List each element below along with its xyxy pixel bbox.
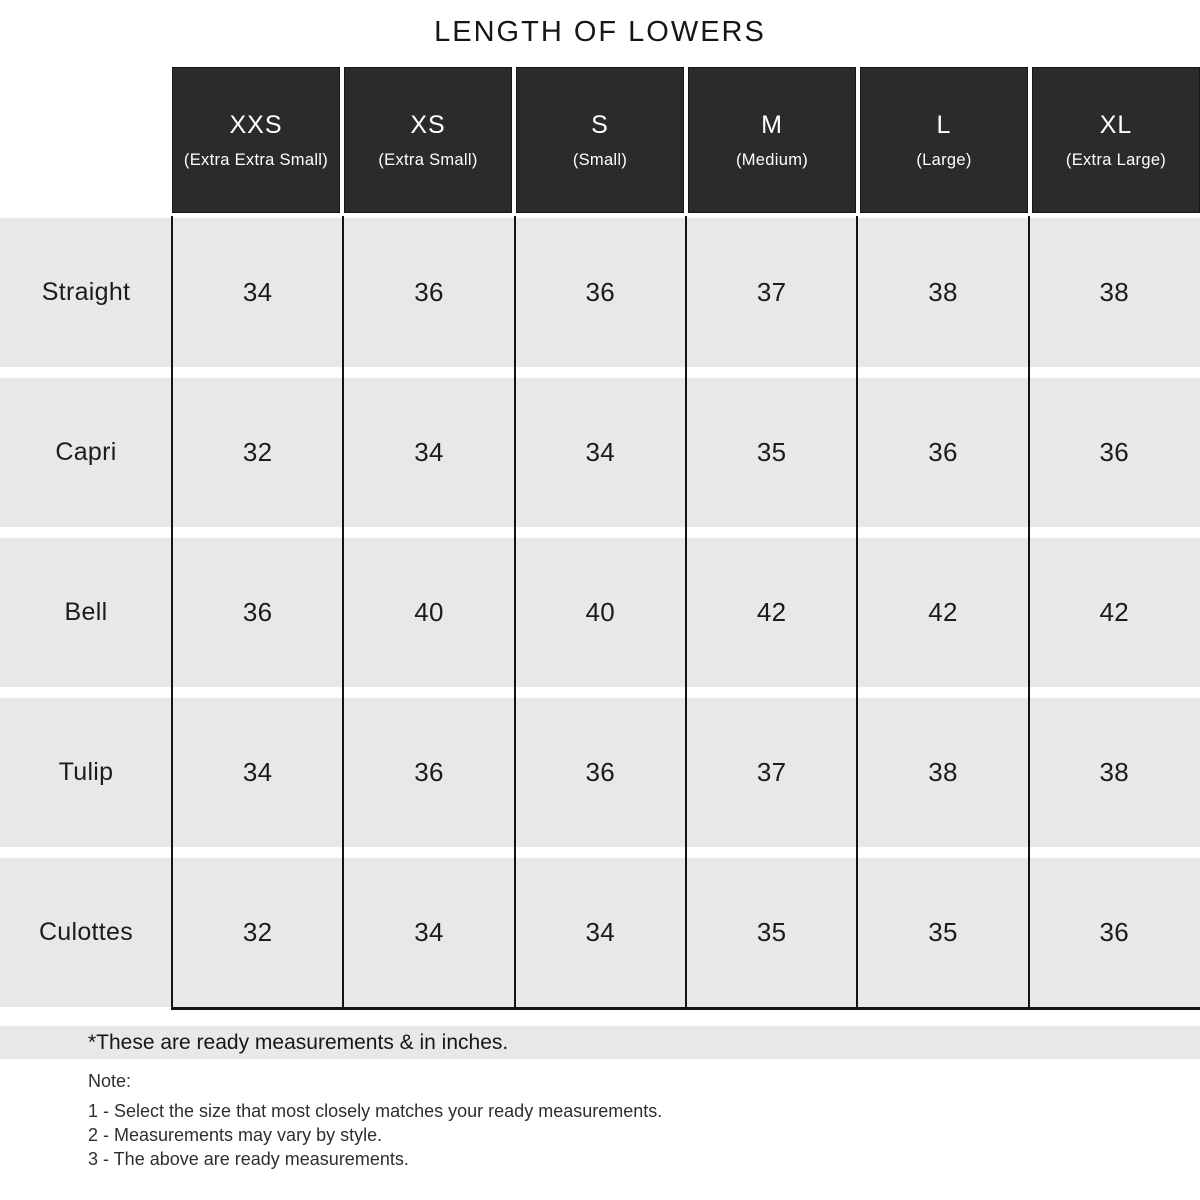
notes-list xyxy=(88,1099,1160,1171)
size-full-name: (Extra Extra Small) xyxy=(183,150,329,169)
table-bottom-border xyxy=(172,1007,1200,1010)
row-label: Culottes xyxy=(38,918,134,946)
measurement-cell: 36 xyxy=(1099,437,1130,467)
measurement-cell: 38 xyxy=(1099,757,1130,787)
measurement-cell: 34 xyxy=(414,437,444,467)
measurement-cell: 38 xyxy=(928,277,958,307)
table-row-straight xyxy=(0,218,1200,367)
column-rule xyxy=(685,216,687,1010)
size-code: M xyxy=(761,110,783,139)
column-rule xyxy=(514,216,516,1010)
measurement-cell: 42 xyxy=(756,597,787,627)
table-row-tulip xyxy=(0,698,1200,847)
measurement-cell: 35 xyxy=(928,917,958,947)
column-header-xl xyxy=(1032,67,1200,213)
measurement-cell: 36 xyxy=(414,277,444,307)
column-header-m xyxy=(688,67,856,213)
measurement-cell: 34 xyxy=(242,757,273,787)
size-code: XL xyxy=(1099,110,1133,139)
table-row-culottes xyxy=(0,858,1200,1007)
measurement-cell: 34 xyxy=(414,917,444,947)
column-rule xyxy=(171,216,173,1010)
size-code: XS xyxy=(410,110,446,139)
size-full-name: (Small) xyxy=(572,150,628,169)
column-header-s xyxy=(516,67,684,213)
measurement-cell: 36 xyxy=(414,757,444,787)
size-code: XXS xyxy=(229,110,283,139)
note-item: 3 - The above are ready measurements. xyxy=(88,1149,409,1169)
page-title: LENGTH OF LOWERS xyxy=(434,16,766,48)
measurement-cell: 38 xyxy=(928,757,958,787)
size-full-name: (Extra Small) xyxy=(378,150,478,169)
note-item: 2 - Measurements may vary by style. xyxy=(88,1125,383,1145)
note-item: 1 - Select the size that most closely matches your ready measurements. xyxy=(88,1101,663,1121)
measurement-cell: 34 xyxy=(585,917,616,947)
measurement-cell: 36 xyxy=(585,757,616,787)
measurement-cell: 36 xyxy=(1099,917,1130,947)
measurement-cell: 32 xyxy=(242,437,273,467)
measurement-cell: 34 xyxy=(242,277,273,307)
table-header-row xyxy=(172,67,1200,213)
size-full-name: (Extra Large) xyxy=(1065,150,1167,169)
size-full-name: (Medium) xyxy=(735,150,809,169)
measurement-cell: 40 xyxy=(414,597,444,627)
column-rule xyxy=(856,216,858,1010)
measurement-cell: 36 xyxy=(585,277,616,307)
size-full-name: (Large) xyxy=(916,150,972,169)
footnote-band xyxy=(0,1026,1200,1059)
measurement-cell: 35 xyxy=(756,437,787,467)
size-code: S xyxy=(591,110,609,139)
row-label: Tulip xyxy=(58,758,114,786)
row-label: Capri xyxy=(55,438,117,466)
column-header-xxs xyxy=(172,67,340,213)
row-label: Bell xyxy=(64,598,108,626)
measurement-cell: 35 xyxy=(756,917,787,947)
table-row-capri xyxy=(0,378,1200,527)
footnote-text: *These are ready measurements & in inches. xyxy=(88,1030,509,1054)
measurement-cell: 32 xyxy=(242,917,273,947)
column-rule xyxy=(342,216,344,1010)
measurement-cell: 36 xyxy=(242,597,273,627)
column-header-xs xyxy=(344,67,512,213)
column-header-l xyxy=(860,67,1028,213)
measurement-cell: 37 xyxy=(756,757,787,787)
column-rule xyxy=(1028,216,1030,1010)
measurement-cell: 40 xyxy=(585,597,616,627)
measurement-cell: 38 xyxy=(1099,277,1130,307)
measurement-cell: 42 xyxy=(1099,597,1130,627)
measurement-cell: 34 xyxy=(585,437,616,467)
table-row-bell xyxy=(0,538,1200,687)
measurement-cell: 37 xyxy=(756,277,787,307)
notes-section xyxy=(88,1071,1160,1171)
size-code: L xyxy=(936,110,952,139)
row-label: Straight xyxy=(41,278,131,306)
notes-heading: Note: xyxy=(88,1071,132,1091)
measurement-cell: 42 xyxy=(928,597,958,627)
measurement-cell: 36 xyxy=(928,437,958,467)
